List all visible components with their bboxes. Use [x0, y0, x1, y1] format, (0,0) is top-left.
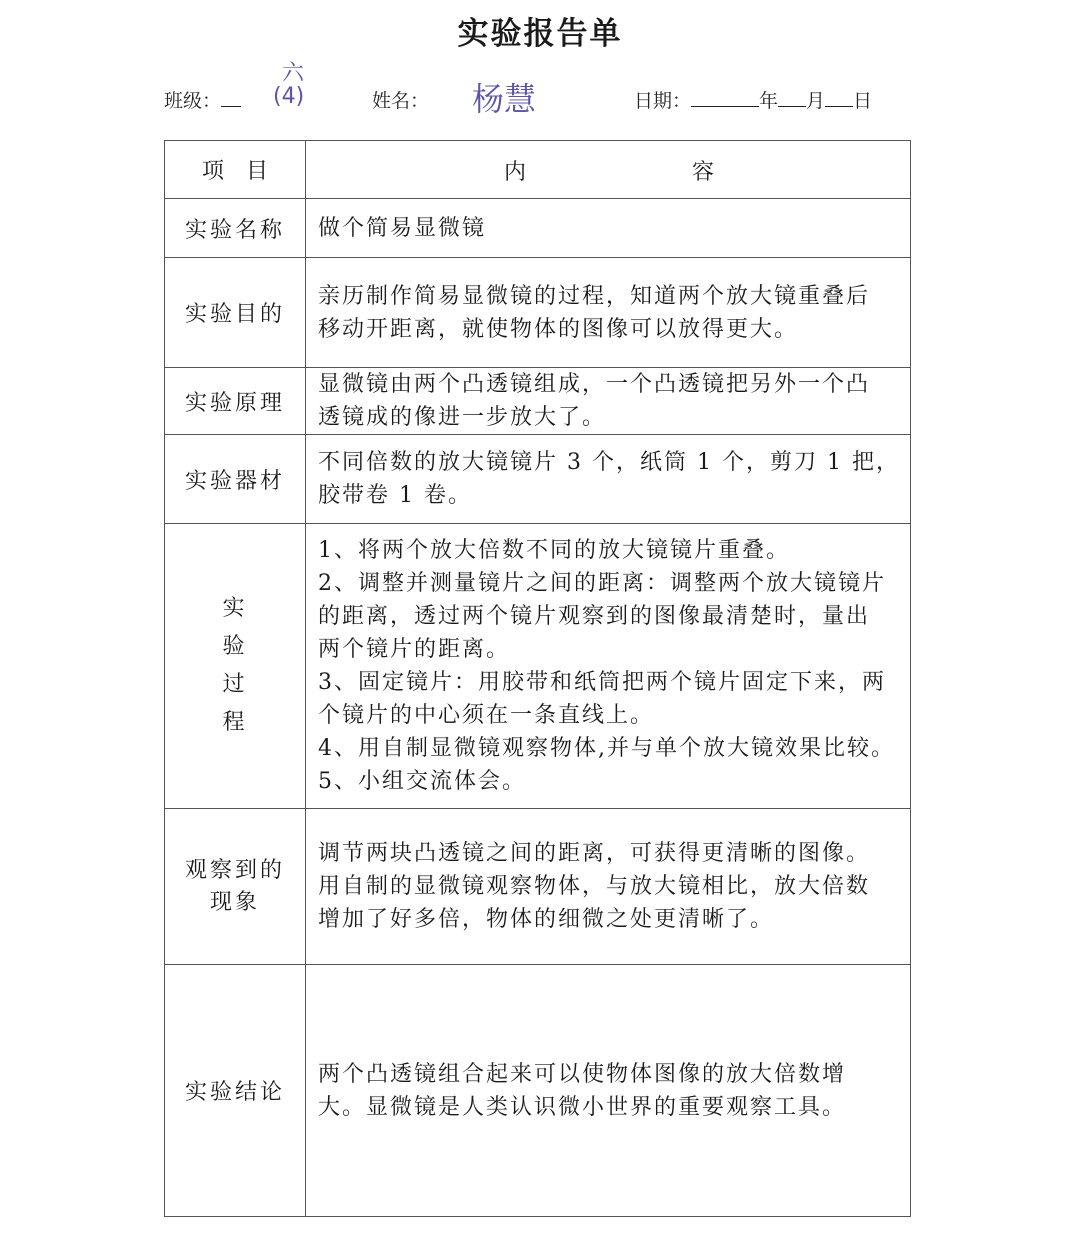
content-line: 亲历制作简易显微镜的过程，知道两个放大镜重叠后 — [318, 283, 871, 309]
content-line: 1、将两个放大倍数不同的放大镜镜片重叠。 — [318, 538, 790, 563]
row-content — [306, 809, 911, 965]
content-line: 3、固定镜片：用胶带和纸筒把两个镜片固定下来，两 — [318, 670, 886, 695]
content-line: 大。显微镜是人类认识微小世界的重要观察工具。 — [318, 1094, 847, 1120]
year-blank — [691, 88, 759, 107]
content-line: 做个简易显微镜 — [318, 215, 487, 241]
header-item — [165, 141, 306, 199]
item-line: 观察到的 — [184, 857, 285, 883]
content-line: 4、用自制显微镜观察物体,并与单个放大镜效果比较。 — [318, 736, 895, 761]
month-label: 月 — [806, 90, 826, 112]
row-content — [306, 965, 911, 1217]
page-title: 实验报告单 — [457, 16, 623, 52]
class-blank — [221, 88, 241, 107]
item-line: 现象 — [209, 889, 260, 915]
header-content — [306, 141, 911, 199]
content-line: 显微镜由两个凸透镜组成，一个凸透镜把另外一个凸 — [318, 372, 871, 397]
row-content — [306, 199, 911, 258]
row-item — [165, 809, 306, 965]
vertical-char: 实 — [222, 596, 248, 621]
class-grade-handwritten: 六 — [282, 61, 305, 86]
year-label: 年 — [759, 90, 779, 112]
row-content — [306, 435, 911, 524]
content-line: 的距离，透过两个镜片观察到的图像最清楚时，量出 — [318, 604, 871, 629]
class-number-handwritten: (4) — [273, 84, 305, 109]
vertical-char: 程 — [222, 710, 248, 735]
month-blank — [778, 88, 806, 107]
vertical-char: 验 — [222, 634, 248, 659]
row-content — [306, 368, 911, 435]
table-row — [165, 435, 911, 524]
date-label: 日期： — [634, 90, 692, 112]
header-content-label-2: 容 — [692, 160, 715, 185]
table-row — [165, 809, 911, 965]
table-row — [165, 199, 911, 258]
content-line: 用自制的显微镜观察物体，与放大镜相比，放大倍数 — [318, 874, 871, 899]
row-item: 实验原理 — [165, 368, 306, 435]
content-line: 个镜片的中心须在一条直线上。 — [318, 703, 655, 728]
row-item: 实验结论 — [165, 965, 306, 1217]
report-table — [164, 140, 911, 1217]
row-item: 实验器材 — [165, 435, 306, 524]
date-field — [634, 86, 872, 113]
day-label: 日 — [853, 90, 873, 112]
content-line: 胶带卷 1 卷。 — [318, 483, 472, 508]
content-line: 调节两块凸透镜之间的距离，可获得更清晰的图像。 — [318, 841, 871, 866]
row-item-vertical — [165, 524, 306, 809]
header-content-label-1: 内 — [504, 160, 527, 185]
row-content — [306, 258, 911, 368]
row-content — [306, 524, 911, 809]
day-blank — [825, 88, 853, 107]
content-line: 两个镜片的距离。 — [318, 637, 511, 662]
content-line: 不同倍数的放大镜镜片 3 个，纸筒 1 个，剪刀 1 把， — [318, 450, 900, 475]
table-header-row — [165, 141, 911, 199]
table-row — [165, 965, 911, 1217]
name-label: 姓名： — [372, 90, 430, 112]
name-field — [372, 86, 429, 113]
vertical-char: 过 — [222, 672, 248, 697]
content-line: 增加了好多倍，物体的细微之处更清晰了。 — [318, 907, 775, 932]
content-line: 2、调整并测量镜片之间的距离：调整两个放大镜镜片 — [318, 571, 886, 596]
content-line: 透镜成的像进一步放大了。 — [318, 405, 607, 430]
content-line: 两个凸透镜组合起来可以使物体图像的放大倍数增 — [318, 1061, 847, 1087]
table-row — [165, 368, 911, 435]
table-row — [165, 524, 911, 809]
row-item: 实验目的 — [165, 258, 306, 368]
name-handwritten: 杨慧 — [472, 80, 537, 118]
row-item: 实验名称 — [165, 199, 306, 258]
table-row — [165, 258, 911, 368]
class-field — [164, 86, 241, 113]
content-line: 5、小组交流体会。 — [318, 769, 526, 794]
content-line: 移动开距离，就使物体的图像可以放得更大。 — [318, 316, 799, 342]
header-item-label: 项 目 — [201, 159, 268, 184]
class-label: 班级： — [164, 90, 222, 112]
